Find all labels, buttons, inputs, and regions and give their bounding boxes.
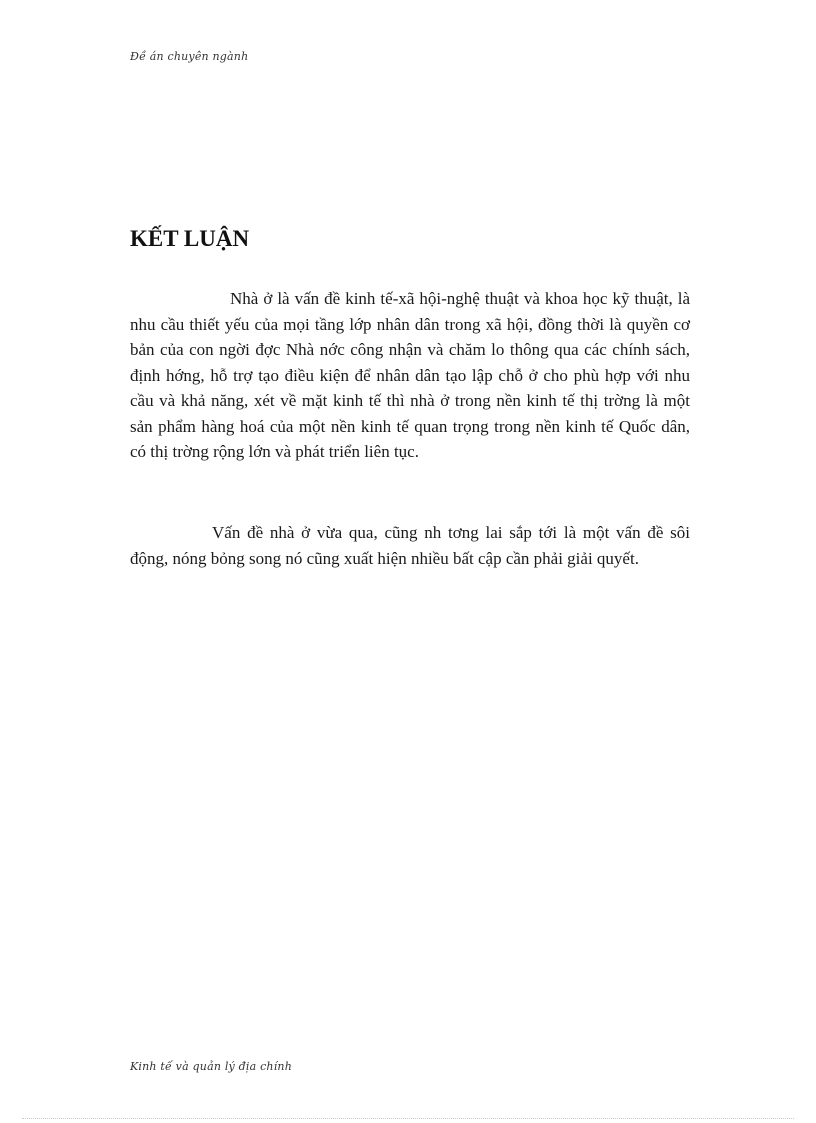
page-header: Đề án chuyên ngành	[130, 50, 249, 63]
body-paragraph-1: Nhà ở là vấn đề kinh tế-xã hội-nghệ thuật và khoa học kỹ thuật, là nhu cầu thiết yếu của mọi tầng lớp nhân dân trong xã hội, đồng thời là quyền cơ bản của con ngời đợc Nhà nớc công nhận và chăm lo thông qua các chính sách, định hớng, hỗ trợ tạo điều kiện để nhân dân tạo lập chỗ ở cho phù hợp với nhu cầu và khả năng, xét về mặt kinh tế thì nhà ở trong nền kinh tế thị trờng là một sản phẩm hàng hoá của một nền kinh tế quan trọng trong nền kinh tế Quốc dân, có thị trờng rộng lớn và phát triển liên tục.	[130, 289, 690, 461]
footer-divider	[22, 1118, 794, 1119]
body-paragraph-2: Vấn đề nhà ở vừa qua, cũng nh tơng lai sắp tới là một vấn đề sôi động, nóng bỏng song nó cũng xuất hiện nhiều bất cập cần phải giải quyết.	[130, 523, 690, 568]
page-footer: Kinh tế và quản lý địa chính	[130, 1060, 292, 1073]
page-title: KẾT LUẬN	[130, 226, 250, 251]
